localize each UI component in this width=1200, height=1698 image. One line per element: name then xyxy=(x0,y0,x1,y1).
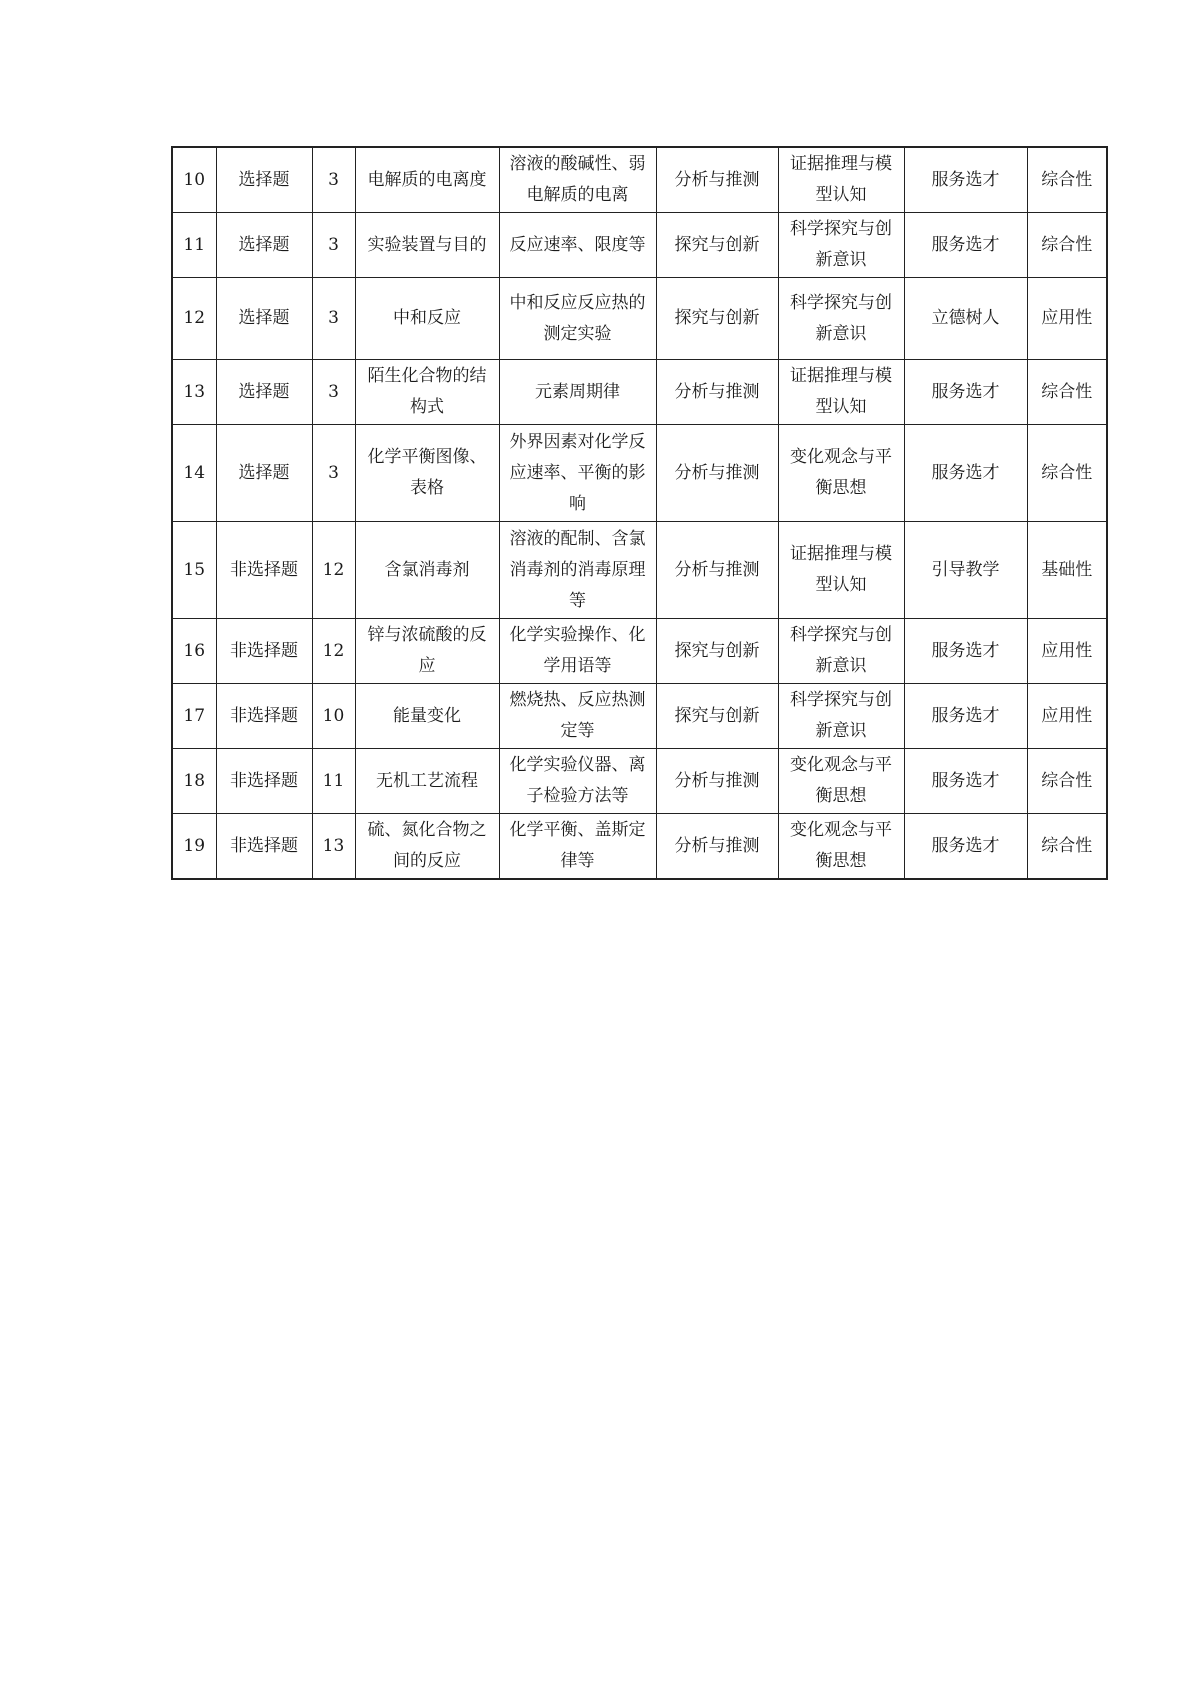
score-cell: 3 xyxy=(312,425,355,522)
knowledge-point-cell: 元素周期律 xyxy=(499,360,656,425)
topic-cell: 陌生化合物的结构式 xyxy=(355,360,499,425)
core-literacy-cell: 变化观念与平衡思想 xyxy=(778,749,904,814)
topic-cell: 含氯消毒剂 xyxy=(355,522,499,619)
score-cell: 11 xyxy=(312,749,355,814)
ability-cell: 分析与推测 xyxy=(656,425,778,522)
table-row xyxy=(172,684,1107,749)
score-cell: 3 xyxy=(312,147,355,213)
score-cell: 3 xyxy=(312,360,355,425)
table-row xyxy=(172,360,1107,425)
question-type-cell: 选择题 xyxy=(216,278,312,360)
topic-cell: 实验装置与目的 xyxy=(355,213,499,278)
ability-cell: 探究与创新 xyxy=(656,684,778,749)
ability-cell: 探究与创新 xyxy=(656,278,778,360)
score-cell: 3 xyxy=(312,213,355,278)
ability-cell: 探究与创新 xyxy=(656,213,778,278)
ability-cell: 分析与推测 xyxy=(656,360,778,425)
topic-cell: 锌与浓硫酸的反应 xyxy=(355,619,499,684)
knowledge-point-cell: 化学实验仪器、离子检验方法等 xyxy=(499,749,656,814)
question-type-cell: 选择题 xyxy=(216,147,312,213)
table-row xyxy=(172,213,1107,278)
nature-cell: 综合性 xyxy=(1027,360,1107,425)
score-cell: 13 xyxy=(312,814,355,880)
question-type-cell: 选择题 xyxy=(216,213,312,278)
knowledge-point-cell: 溶液的酸碱性、弱电解质的电离 xyxy=(499,147,656,213)
topic-cell: 化学平衡图像、表格 xyxy=(355,425,499,522)
ability-cell: 分析与推测 xyxy=(656,147,778,213)
core-literacy-cell: 科学探究与创新意识 xyxy=(778,619,904,684)
core-literacy-cell: 科学探究与创新意识 xyxy=(778,684,904,749)
question-number-cell: 17 xyxy=(172,684,216,749)
table-row xyxy=(172,814,1107,880)
knowledge-point-cell: 化学平衡、盖斯定律等 xyxy=(499,814,656,880)
knowledge-point-cell: 燃烧热、反应热测定等 xyxy=(499,684,656,749)
question-type-cell: 非选择题 xyxy=(216,522,312,619)
question-type-cell: 非选择题 xyxy=(216,619,312,684)
question-type-cell: 选择题 xyxy=(216,360,312,425)
table-body xyxy=(172,147,1107,879)
table-row xyxy=(172,425,1107,522)
table-row xyxy=(172,522,1107,619)
knowledge-point-cell: 反应速率、限度等 xyxy=(499,213,656,278)
function-cell: 服务选才 xyxy=(904,360,1027,425)
question-number-cell: 11 xyxy=(172,213,216,278)
core-literacy-cell: 科学探究与创新意识 xyxy=(778,278,904,360)
function-cell: 服务选才 xyxy=(904,619,1027,684)
score-cell: 12 xyxy=(312,522,355,619)
question-analysis-table xyxy=(171,146,1108,880)
function-cell: 服务选才 xyxy=(904,749,1027,814)
function-cell: 服务选才 xyxy=(904,213,1027,278)
nature-cell: 应用性 xyxy=(1027,619,1107,684)
nature-cell: 综合性 xyxy=(1027,425,1107,522)
table-row xyxy=(172,619,1107,684)
topic-cell: 中和反应 xyxy=(355,278,499,360)
knowledge-point-cell: 化学实验操作、化学用语等 xyxy=(499,619,656,684)
knowledge-point-cell: 外界因素对化学反应速率、平衡的影响 xyxy=(499,425,656,522)
function-cell: 立德树人 xyxy=(904,278,1027,360)
table-row xyxy=(172,278,1107,360)
topic-cell: 能量变化 xyxy=(355,684,499,749)
nature-cell: 应用性 xyxy=(1027,278,1107,360)
nature-cell: 应用性 xyxy=(1027,684,1107,749)
knowledge-point-cell: 溶液的配制、含氯消毒剂的消毒原理等 xyxy=(499,522,656,619)
question-number-cell: 14 xyxy=(172,425,216,522)
topic-cell: 硫、氮化合物之间的反应 xyxy=(355,814,499,880)
table-row xyxy=(172,147,1107,213)
core-literacy-cell: 证据推理与模型认知 xyxy=(778,360,904,425)
core-literacy-cell: 证据推理与模型认知 xyxy=(778,522,904,619)
question-type-cell: 非选择题 xyxy=(216,684,312,749)
score-cell: 12 xyxy=(312,619,355,684)
knowledge-point-cell: 中和反应反应热的测定实验 xyxy=(499,278,656,360)
nature-cell: 综合性 xyxy=(1027,147,1107,213)
question-type-cell: 非选择题 xyxy=(216,749,312,814)
question-type-cell: 非选择题 xyxy=(216,814,312,880)
ability-cell: 探究与创新 xyxy=(656,619,778,684)
question-type-cell: 选择题 xyxy=(216,425,312,522)
question-number-cell: 10 xyxy=(172,147,216,213)
core-literacy-cell: 变化观念与平衡思想 xyxy=(778,425,904,522)
function-cell: 服务选才 xyxy=(904,147,1027,213)
ability-cell: 分析与推测 xyxy=(656,814,778,880)
question-number-cell: 19 xyxy=(172,814,216,880)
nature-cell: 综合性 xyxy=(1027,213,1107,278)
topic-cell: 无机工艺流程 xyxy=(355,749,499,814)
table-row xyxy=(172,749,1107,814)
ability-cell: 分析与推测 xyxy=(656,522,778,619)
question-number-cell: 15 xyxy=(172,522,216,619)
question-number-cell: 16 xyxy=(172,619,216,684)
topic-cell: 电解质的电离度 xyxy=(355,147,499,213)
nature-cell: 综合性 xyxy=(1027,749,1107,814)
ability-cell: 分析与推测 xyxy=(656,749,778,814)
score-cell: 10 xyxy=(312,684,355,749)
question-number-cell: 18 xyxy=(172,749,216,814)
score-cell: 3 xyxy=(312,278,355,360)
question-number-cell: 13 xyxy=(172,360,216,425)
nature-cell: 基础性 xyxy=(1027,522,1107,619)
function-cell: 服务选才 xyxy=(904,425,1027,522)
function-cell: 服务选才 xyxy=(904,684,1027,749)
function-cell: 服务选才 xyxy=(904,814,1027,880)
function-cell: 引导教学 xyxy=(904,522,1027,619)
nature-cell: 综合性 xyxy=(1027,814,1107,880)
question-number-cell: 12 xyxy=(172,278,216,360)
core-literacy-cell: 变化观念与平衡思想 xyxy=(778,814,904,880)
core-literacy-cell: 证据推理与模型认知 xyxy=(778,147,904,213)
core-literacy-cell: 科学探究与创新意识 xyxy=(778,213,904,278)
